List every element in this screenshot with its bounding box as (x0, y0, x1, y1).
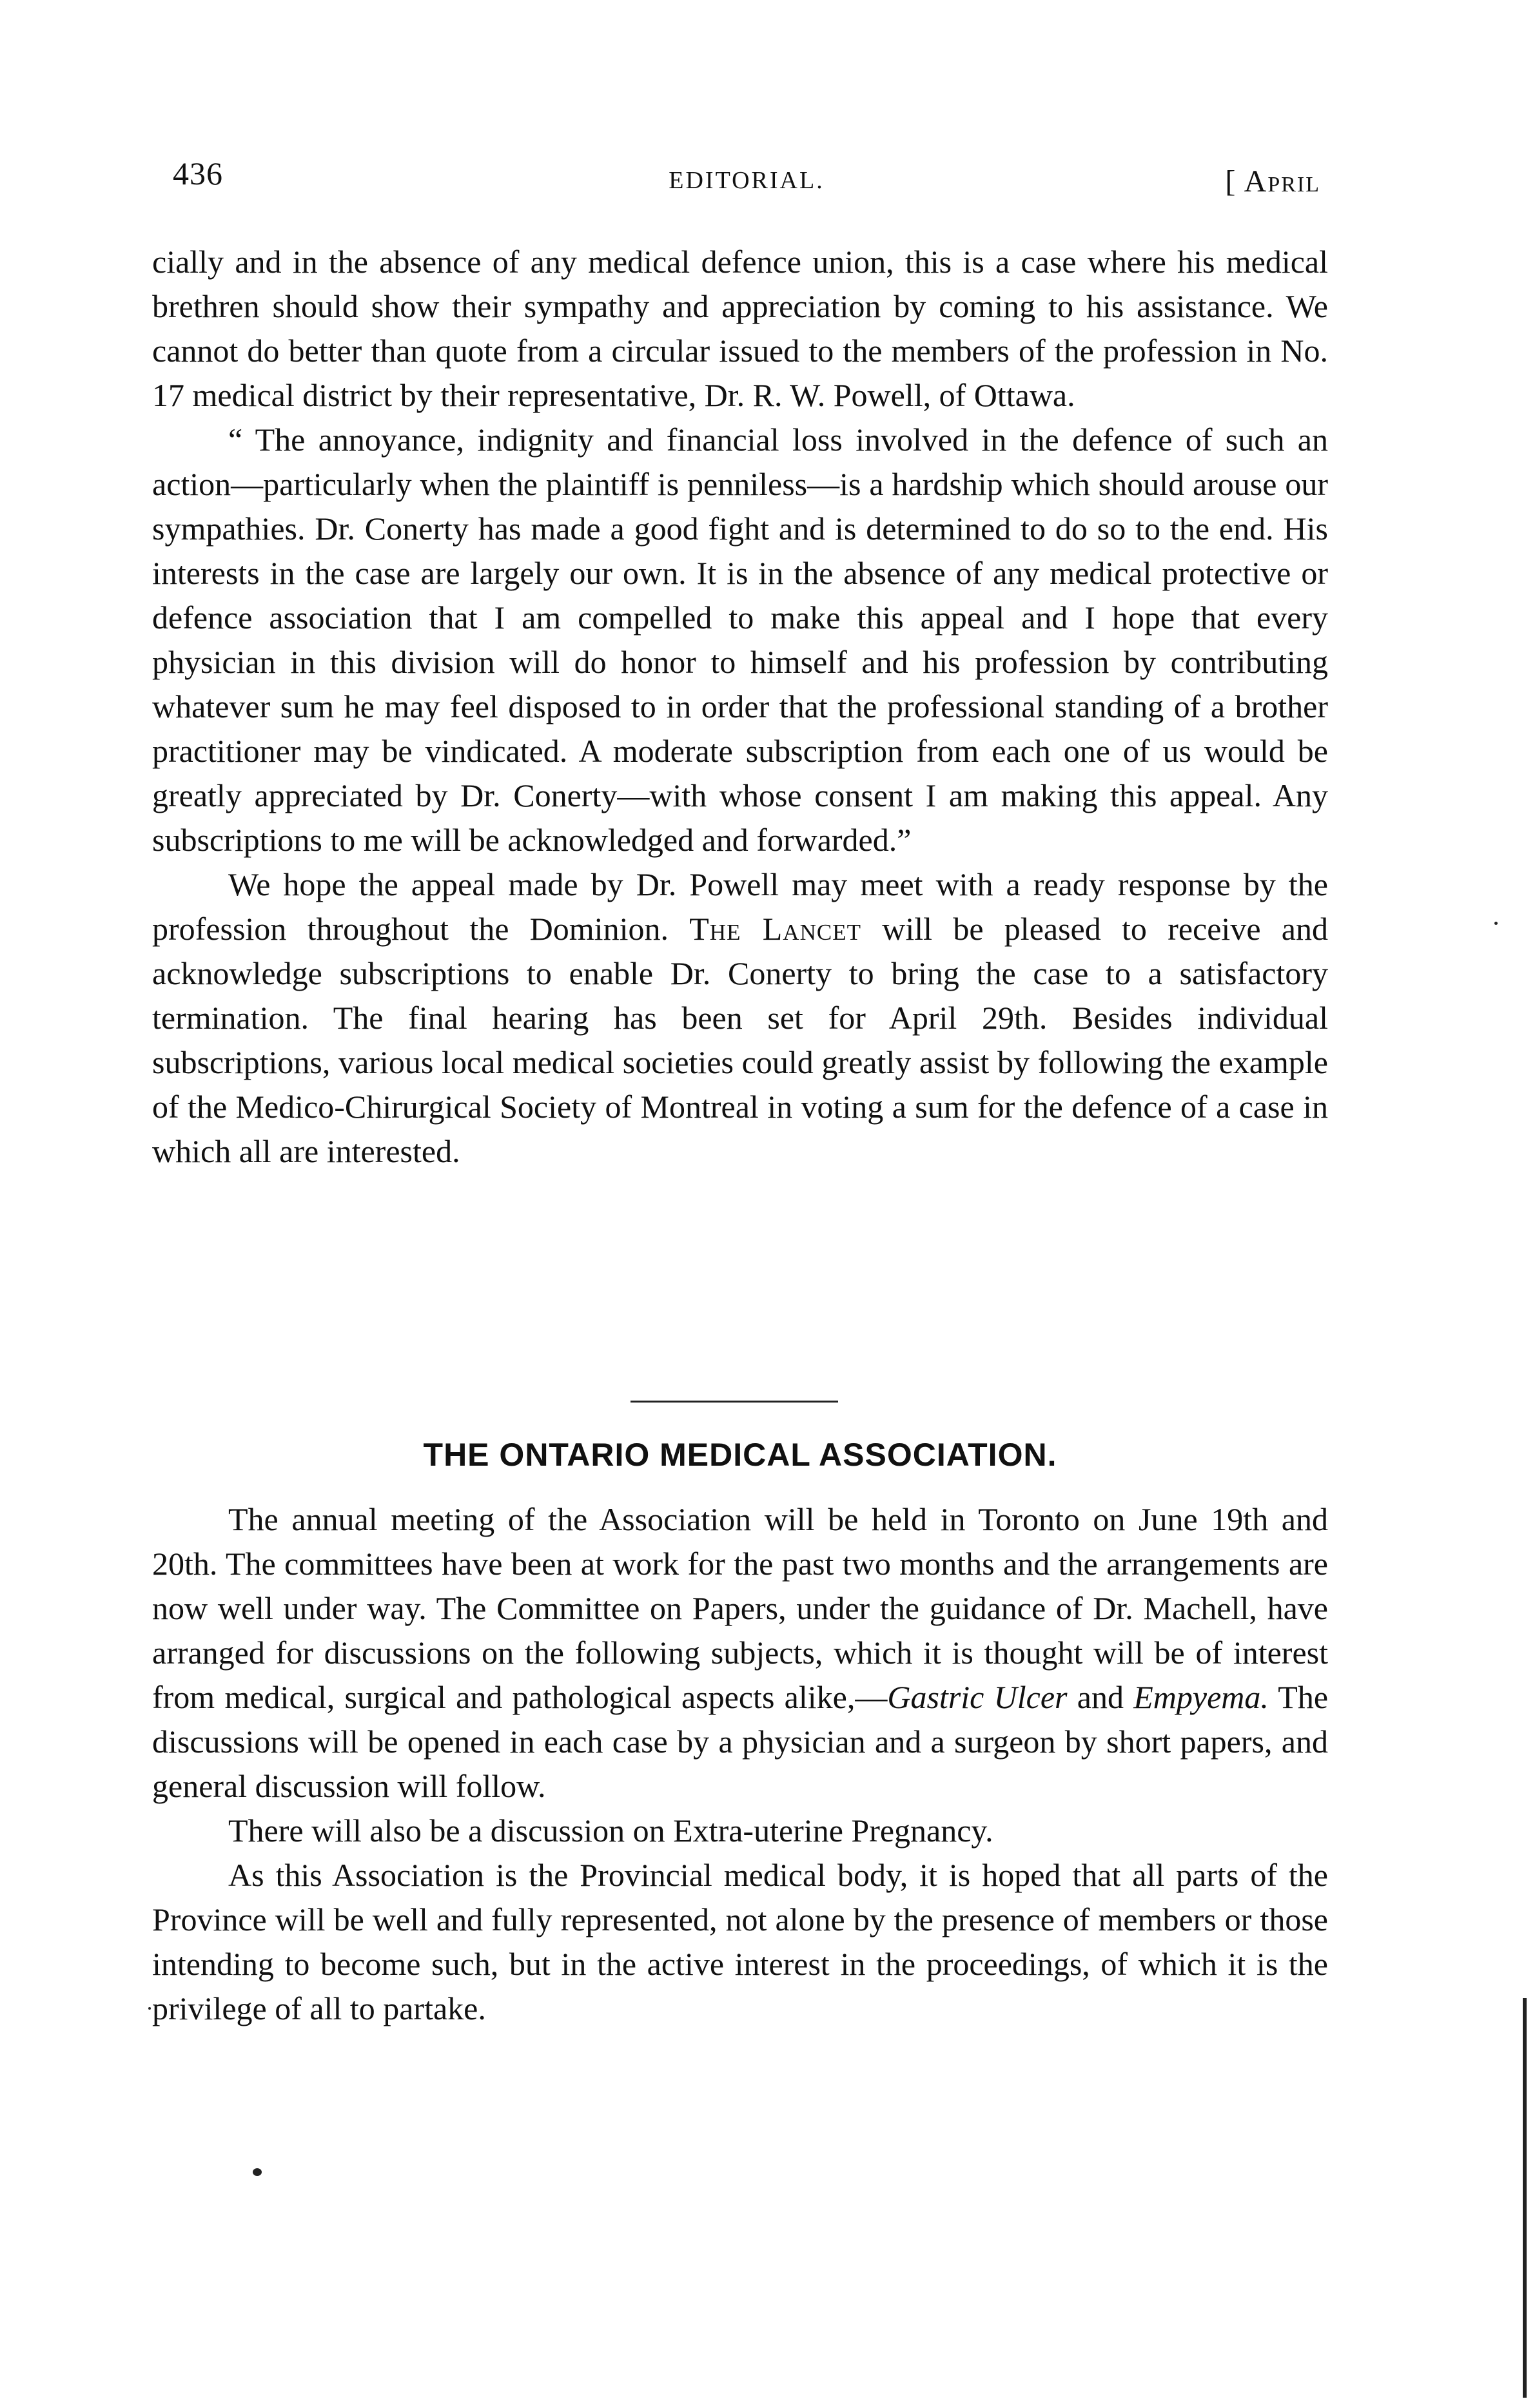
article-title: THE ONTARIO MEDICAL ASSOCIATION. (423, 1437, 1057, 1473)
paragraph-extra-discussion: There will also be a discussion on Extra-uterine Pregnancy. (228, 1812, 993, 1849)
section-divider (631, 1401, 838, 1403)
print-speck (1494, 922, 1498, 925)
subject-conjunction: and (1077, 1679, 1124, 1715)
meeting-text-after: The discussions will be opened in each case by a physician and a surgeon by short papers, and general discussion will follow. (152, 1679, 1329, 1804)
page-number: 436 (173, 155, 223, 191)
continued-editorial (152, 240, 1328, 1174)
paragraph-annual-meeting (152, 1497, 1328, 1809)
appeal-text-before: We hope the appeal made by Dr. Powell may meet with a ready response by the profession throughout the Dominion. (152, 866, 1328, 947)
appeal-text-after: will be pleased to receive and acknowledge subscriptions to enable Dr. Conerty to bring the case to a satisfactory termination. The final hearing has been set for April 29th. Besides individual subscriptions, various local medical societies could greatly assist by following the example of the Medico-Chirurgical Society of Montreal in voting a sum for the defence of a case in which all are interested. (152, 911, 1328, 1169)
print-speck (148, 2007, 151, 2010)
print-speck (253, 2168, 262, 2176)
subject-gastric-ulcer: Gastric Ulcer (887, 1679, 1068, 1715)
paragraph-continuation: cially and in the absence of any medical defence union, this is a case where his medical brethren should show their sympathy and appreciation by coming to his assistance. We cannot do better than quote from a circular issued to the members of the profession in No. 17 medical district by their representative, Dr. R. W. Powell, of Ottawa. (152, 244, 1328, 413)
meeting-text-before: The annual meeting of the Association will be held in Toronto on June 19th and 20th. The committees have been at work for the past two months and the arrangements are now well under way. The Committee on Papers, under the guidance of Dr. Machell, have arranged for discussions on the following subjects, which it is thought will be of interest from medical, surgical and pathological aspects alike,— (152, 1501, 1328, 1715)
subject-empyema: Empyema. (1133, 1679, 1269, 1715)
section-title: EDITORIAL. (669, 167, 825, 194)
journal-name: The Lancet (689, 911, 861, 947)
paragraph-quoted-circular: “ The annoyance, indignity and financial loss involved in the defence of such an action—particularly when the plaintiff is penniless—is a hardship which should arouse our sympathies. Dr. Conerty has made a good fight and is determined to do so to the end. His interests in the case are largely our own. It is in the absence of any medical protective or defence association that I am compelled to make this appeal and I hope that every physician in this division will do honor to himself and his profession by contributing whatever sum he may feel disposed to in order that the professional standing of a brother practitioner may be vindicated. A moderate subscription from each one of us would be greatly appreciated by Dr. Conerty—with whose consent I am making this appeal. Any subscriptions to me will be acknowledged and forwarded.” (152, 422, 1328, 858)
scan-edge-line (1523, 1998, 1527, 2398)
issue-month: [ April (1225, 164, 1320, 199)
running-head (173, 155, 1320, 206)
paragraph-appeal-response (152, 862, 1328, 1174)
article-body (152, 1497, 1328, 2031)
paragraph-representation: As this Association is the Provincial medical body, it is hoped that all parts of the Province will be well and fully represented, not alone by the presence of members or those intending to become such, but in the active interest in the proceedings, of which it is the privilege of all to partake. (152, 1857, 1328, 2026)
